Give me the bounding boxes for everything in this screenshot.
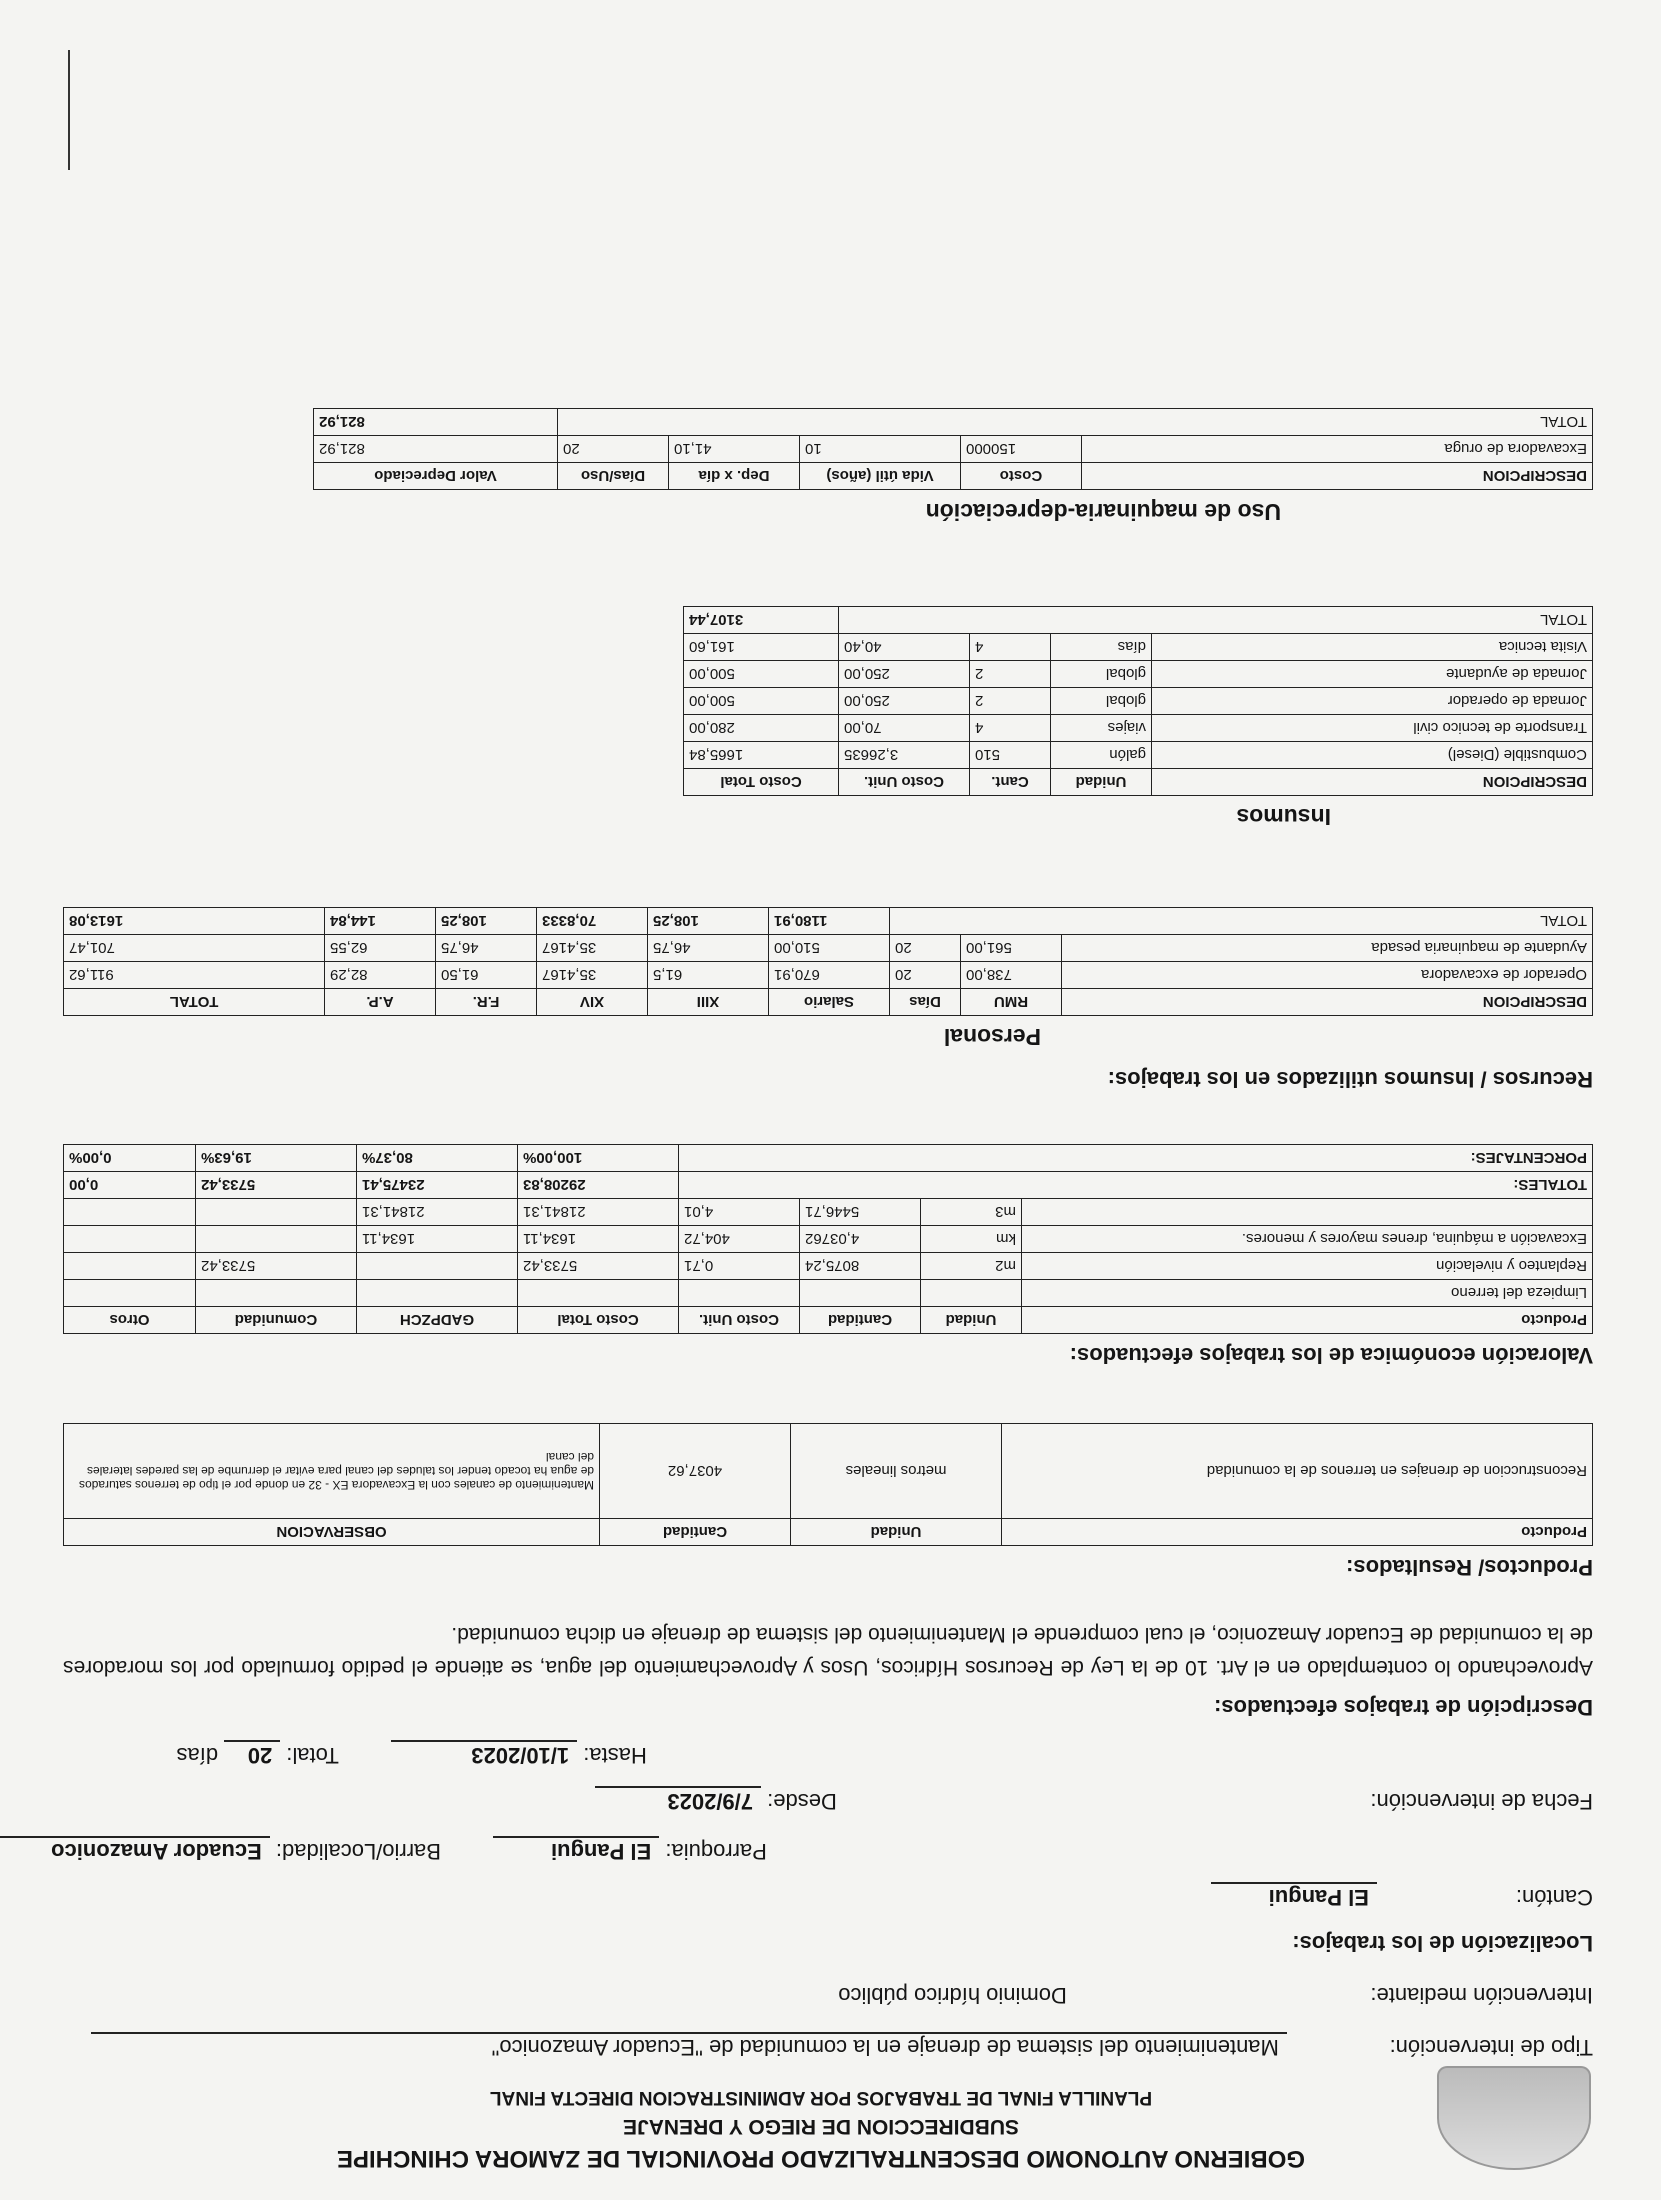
- personal-cell: Operador de excavadora: [1062, 962, 1593, 989]
- insumos-cell: Transporte de tecnico civil: [1152, 715, 1593, 742]
- val-cell: 5733,42: [196, 1253, 357, 1280]
- from-label: Desde:: [767, 1789, 837, 1814]
- description-text: Aprovechando lo contemplado en el Art. 10 de la Ley de Recursos Hídricos, Usos y Aprovechamiento del agua, se atiende el pedido formulado por los moradores de la comunidad de Ecuador Amazonico, el cual comprende el Mantenimiento del sistema de drenaje en dicha comunidad.: [63, 1623, 1593, 1679]
- machinery-cell: 150000: [961, 436, 1082, 463]
- val-cell: [64, 1199, 196, 1226]
- insumos-cell: Visita tecnica: [1152, 634, 1593, 661]
- to-label: Hasta:: [583, 1743, 647, 1768]
- val-header-gadpzch: GADPZCH: [357, 1307, 518, 1334]
- val-cell: [64, 1226, 196, 1253]
- personal-header: XIV: [537, 989, 648, 1016]
- table-row: [684, 634, 1593, 661]
- total-comunidad: 5733,42: [196, 1172, 357, 1199]
- insumos-cell: global: [1051, 661, 1152, 688]
- insumos-cell: viajes: [1051, 715, 1152, 742]
- personal-header: TOTAL: [64, 989, 325, 1016]
- product-observation: Mantenimiento de canales con la Excavadora EX - 32 en donde por el tipo de terrenos saturados de agua ha tocado tender los taludes del canal para evitar el derrumbe de las paredes laterales del canal: [64, 1424, 600, 1519]
- val-cell: m3: [921, 1199, 1022, 1226]
- val-cell: Replanteo y nivelación: [1022, 1253, 1593, 1280]
- pct-otros: 0,00%: [64, 1145, 196, 1172]
- insumos-header: Costo Unit.: [839, 769, 970, 796]
- val-cell: [357, 1280, 518, 1307]
- parroquia-label: Parroquia:: [665, 1839, 767, 1864]
- products-header-producto: Producto: [1002, 1519, 1593, 1546]
- val-cell: 1634,11: [518, 1226, 679, 1253]
- table-row: [684, 661, 1593, 688]
- val-cell: Excavación a máquina, drenes mayores y menores.: [1022, 1226, 1593, 1253]
- total-gadpzch: 23475,41: [357, 1172, 518, 1199]
- val-cell: 5733,42: [518, 1253, 679, 1280]
- val-header-producto: Producto: [1022, 1307, 1593, 1334]
- intervention-via-value: Dominio hídrico público: [838, 1983, 1067, 2008]
- document-title: PLANILLA FINAL DE TRABAJOS POR ADMINISTRACION DIRECTA FINAL: [489, 2087, 1153, 2108]
- insumos-total-value: 3107,44: [684, 607, 839, 634]
- val-header-otros: Otros: [64, 1307, 196, 1334]
- insumos-cell: días: [1051, 634, 1152, 661]
- table-row: [684, 688, 1593, 715]
- val-cell: km: [921, 1226, 1022, 1253]
- days-unit: días: [176, 1743, 219, 1768]
- insumos-table: [683, 606, 1593, 796]
- machinery-header: Valor Depreciado: [314, 463, 558, 490]
- personal-cell: 20: [890, 962, 961, 989]
- machinery-cell: Excavadora de oruga: [1082, 436, 1593, 463]
- intervention-via-label: Intervención mediante:: [1370, 1983, 1593, 2008]
- machinery-table: [313, 408, 1593, 490]
- personal-header: XIII: [648, 989, 769, 1016]
- machinery-cell: 20: [558, 436, 669, 463]
- barrio-value: Ecuador Amazonico: [0, 1836, 270, 1864]
- pct-costo: 100,00%: [518, 1145, 679, 1172]
- canton-value: El Pangui: [1211, 1882, 1377, 1910]
- table-row: [64, 1253, 1593, 1280]
- personal-title: Personal: [943, 1024, 1041, 1050]
- personal-cell: 911,62: [64, 962, 325, 989]
- val-cell: 21841,31: [357, 1199, 518, 1226]
- personal-table: [63, 907, 1593, 1016]
- insumos-cell: galón: [1051, 742, 1152, 769]
- val-cell: [196, 1280, 357, 1307]
- val-cell: Limpieza del terreno: [1022, 1280, 1593, 1307]
- machinery-header: Dep. x día: [669, 463, 800, 490]
- percentages-label: PORCENTAJES:: [679, 1145, 1593, 1172]
- products-header-unidad: Unidad: [791, 1519, 1002, 1546]
- personal-header: A.P.: [325, 989, 436, 1016]
- parroquia-row: [0, 1836, 1593, 1864]
- insumos-cell: 161,60: [684, 634, 839, 661]
- description-section-title: Descripción de trabajos efectuados:: [1214, 1695, 1593, 1720]
- resources-section-title: Recursos / Insumos utilizados en los trabajos:: [1107, 1067, 1593, 1092]
- total-days-label: Total:: [286, 1743, 339, 1768]
- insumos-cell: 280,00: [684, 715, 839, 742]
- insumos-cell: 2: [970, 688, 1051, 715]
- insumos-header: Cant.: [970, 769, 1051, 796]
- val-cell: 5446,71: [800, 1199, 921, 1226]
- canton-label: Cantón:: [1515, 1885, 1593, 1910]
- insumos-cell: 4: [970, 634, 1051, 661]
- machinery-cell: 41,10: [669, 436, 800, 463]
- personal-cell: 510,00: [769, 935, 890, 962]
- products-section-title: Productos/ Resultados:: [1346, 1555, 1593, 1580]
- intervention-type-row: [91, 2032, 1593, 2060]
- val-header-unidad: Unidad: [921, 1307, 1022, 1334]
- intervention-type-value: Mantenimiento del sistema de drenaje en la comunidad de "Ecuador Amazonico": [91, 2032, 1287, 2060]
- table-row: [684, 742, 1593, 769]
- table-row: [64, 935, 1593, 962]
- personal-cell: 82,29: [325, 962, 436, 989]
- insumos-cell: 1665,84: [684, 742, 839, 769]
- val-cell: [196, 1199, 357, 1226]
- insumos-header: Costo Total: [684, 769, 839, 796]
- to-date: 1/10/2023: [391, 1740, 577, 1768]
- insumos-cell: 40,40: [839, 634, 970, 661]
- insumos-cell: 250,00: [839, 661, 970, 688]
- product-name: Reconstruccion de drenajes en terrenos de la comunidad: [1002, 1424, 1593, 1519]
- insumos-cell: 500,00: [684, 688, 839, 715]
- personal-cell: 35,4167: [537, 935, 648, 962]
- pct-gadpzch: 80,37%: [357, 1145, 518, 1172]
- personal-header: DESCRIPCION: [1062, 989, 1593, 1016]
- products-header-cantidad: Cantidad: [600, 1519, 791, 1546]
- personal-cell: 670,91: [769, 962, 890, 989]
- insumos-header: Unidad: [1051, 769, 1152, 796]
- org-title: GOBIERNO AUTONOMO DESCENTRALIZADO PROVINCIAL DE ZAMORA CHINCHIPE: [336, 2145, 1306, 2172]
- val-cell: [679, 1280, 800, 1307]
- insumos-title: Insumos: [1236, 804, 1331, 830]
- val-cell: 4,01: [679, 1199, 800, 1226]
- insumos-total-row: [684, 607, 1593, 634]
- insumos-cell: 2: [970, 661, 1051, 688]
- table-row: [64, 1280, 1593, 1307]
- personal-cell: 701,47: [64, 935, 325, 962]
- percentages-row: [64, 1145, 1593, 1172]
- personal-cell: 62,55: [325, 935, 436, 962]
- val-cell: [196, 1226, 357, 1253]
- val-cell: [357, 1253, 518, 1280]
- personal-cell: 46,75: [648, 935, 769, 962]
- insumos-cell: 250,00: [839, 688, 970, 715]
- val-cell: [64, 1253, 196, 1280]
- machinery-header: Costo: [961, 463, 1082, 490]
- machinery-header: Vida útil (años): [800, 463, 961, 490]
- from-date: 7/9/2023: [595, 1786, 761, 1814]
- insumos-cell: 4: [970, 715, 1051, 742]
- dates-label: Fecha de intervención:: [1370, 1789, 1593, 1814]
- insumos-cell: 3,26635: [839, 742, 970, 769]
- machinery-header: DESCRIPCION: [1082, 463, 1593, 490]
- val-cell: 21841,31: [518, 1199, 679, 1226]
- total-days-value: 20: [224, 1740, 280, 1768]
- dept-title: SUBDIRECCION DE RIEGO Y DRENAJE: [623, 2115, 1019, 2138]
- personal-cell: Ayudante de maquinaria pesada: [1062, 935, 1593, 962]
- table-row: [64, 1424, 1593, 1519]
- intervention-via-row: [838, 1982, 1593, 2008]
- table-row: [64, 1199, 1593, 1226]
- personal-total-cell: 144,84: [325, 908, 436, 935]
- val-cell: 4,03762: [800, 1226, 921, 1253]
- personal-cell: 35,4167: [537, 962, 648, 989]
- personal-header: RMU: [961, 989, 1062, 1016]
- insumos-cell: global: [1051, 688, 1152, 715]
- personal-cell: 46,75: [436, 935, 537, 962]
- machinery-cell: 10: [800, 436, 961, 463]
- location-section-title: Localización de los trabajos:: [1292, 1931, 1593, 1956]
- products-table: [63, 1423, 1593, 1546]
- personal-cell: 20: [890, 935, 961, 962]
- insumos-cell: 510: [970, 742, 1051, 769]
- product-quantity: 4037,62: [600, 1424, 791, 1519]
- to-date-row: [176, 1740, 1593, 1768]
- insumos-cell: Jornada de ayudante: [1152, 661, 1593, 688]
- scan-edge-line: [68, 50, 70, 170]
- val-cell: 404,72: [679, 1226, 800, 1253]
- personal-cell: 61,5: [648, 962, 769, 989]
- total-costo: 29208,83: [518, 1172, 679, 1199]
- table-row: [684, 715, 1593, 742]
- val-header-cantidad: Cantidad: [800, 1307, 921, 1334]
- personal-total-cell: 108,25: [436, 908, 537, 935]
- machinery-header: Días/Uso: [558, 463, 669, 490]
- personal-total-cell: 1613,08: [64, 908, 325, 935]
- table-row: [64, 1226, 1593, 1253]
- pct-comunidad: 19,63%: [196, 1145, 357, 1172]
- personal-cell: 61,50: [436, 962, 537, 989]
- totals-label: TOTALES:: [679, 1172, 1593, 1199]
- insumos-cell: 70,00: [839, 715, 970, 742]
- val-cell: m2: [921, 1253, 1022, 1280]
- valuation-table: [63, 1144, 1593, 1334]
- table-row: [64, 962, 1593, 989]
- totals-row: [64, 1172, 1593, 1199]
- machinery-total-label: TOTAL: [558, 409, 1593, 436]
- val-cell: [800, 1280, 921, 1307]
- machinery-total-value: 821,92: [314, 409, 558, 436]
- products-header-observacion: OBSERVACION: [64, 1519, 600, 1546]
- val-cell: [921, 1280, 1022, 1307]
- personal-header: Salario: [769, 989, 890, 1016]
- insumos-cell: Combustible (Diesel): [1152, 742, 1593, 769]
- insumos-header: DESCRIPCION: [1152, 769, 1593, 796]
- parroquia-value: El Pangui: [493, 1836, 659, 1864]
- val-cell: [64, 1280, 196, 1307]
- val-cell: 8075,24: [800, 1253, 921, 1280]
- barrio-label: Barrio/Localidad:: [275, 1839, 441, 1864]
- personal-total-row: [64, 908, 1593, 935]
- intervention-type-label: Tipo de intervención:: [1389, 2035, 1593, 2060]
- val-cell: 0,71: [679, 1253, 800, 1280]
- val-header-costo-total: Costo Total: [518, 1307, 679, 1334]
- machinery-cell: 821,92: [314, 436, 558, 463]
- provincial-seal-logo: [1437, 2066, 1591, 2170]
- insumos-total-label: TOTAL: [839, 607, 1593, 634]
- val-cell: [1022, 1199, 1593, 1226]
- personal-cell: 738,00: [961, 962, 1062, 989]
- personal-total-label: TOTAL: [890, 908, 1593, 935]
- dates-row: [595, 1786, 1593, 1814]
- personal-total-cell: 108,25: [648, 908, 769, 935]
- personal-total-cell: 70,8333: [537, 908, 648, 935]
- personal-total-cell: 1180,91: [769, 908, 890, 935]
- val-cell: [518, 1280, 679, 1307]
- product-unit: metros lineales: [791, 1424, 1002, 1519]
- total-otros: 0,00: [64, 1172, 196, 1199]
- val-cell: 1634,11: [357, 1226, 518, 1253]
- personal-cell: 561,00: [961, 935, 1062, 962]
- val-header-comunidad: Comunidad: [196, 1307, 357, 1334]
- table-row: [314, 436, 1593, 463]
- insumos-cell: 500,00: [684, 661, 839, 688]
- machinery-title: Uso de maquinaria-depreciación: [925, 499, 1281, 525]
- val-header-costo-unit: Costo Unit.: [679, 1307, 800, 1334]
- valuation-section-title: Valoración económica de los trabajos efectuados:: [1069, 1343, 1593, 1368]
- personal-header: Días: [890, 989, 961, 1016]
- machinery-total-row: [314, 409, 1593, 436]
- personal-header: F.R.: [436, 989, 537, 1016]
- insumos-cell: Jornada de operador: [1152, 688, 1593, 715]
- canton-row: [1211, 1882, 1593, 1910]
